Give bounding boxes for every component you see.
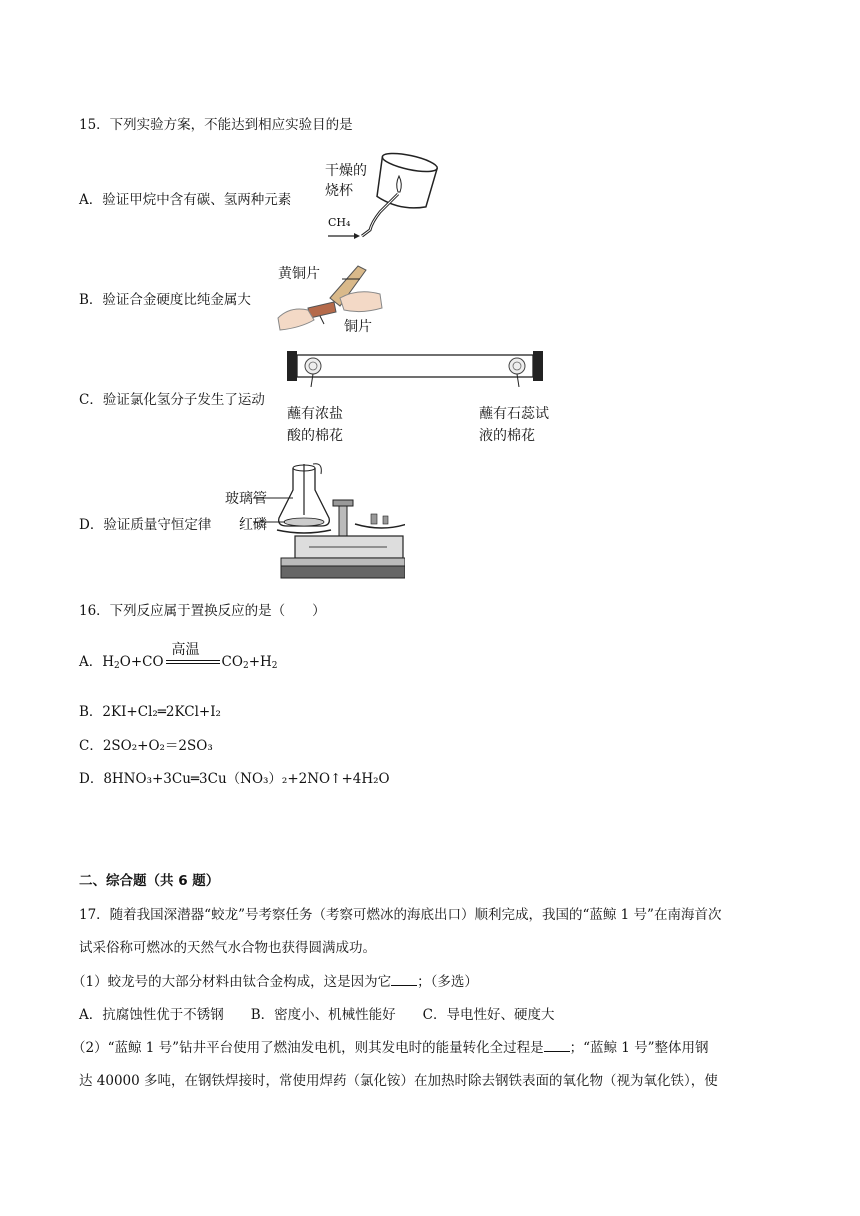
reaction-condition-label: 高温 bbox=[171, 641, 200, 658]
q16-option-c: C．2SO₂+O₂＝2SO₃ bbox=[79, 738, 213, 754]
figure-brass-copper-scratch bbox=[270, 258, 390, 338]
red-phosphorus-label: 红磷 bbox=[239, 517, 267, 533]
methane-gas-label: CH₄ bbox=[328, 216, 351, 229]
copper-plate-label: 铜片 bbox=[344, 319, 372, 335]
hcl-cotton-label-line1: 蘸有浓盐 bbox=[287, 406, 343, 422]
glass-tube-illustration bbox=[285, 347, 545, 387]
q17-sub2-line2: 达 40000 多吨，在钢铁焊接时，常使用焊药（氯化铵）在加热时除去钢铁表面的氧化物（视为氧化铁），使 bbox=[79, 1073, 718, 1089]
q15-option-b: B．验证合金硬度比纯金属大 bbox=[79, 292, 251, 308]
glass-tube-label: 玻璃管 bbox=[225, 491, 267, 507]
q17-sub1-text: （1）蛟龙号的大部分材料由钛合金构成，这是因为它 bbox=[72, 974, 392, 990]
q15-option-d: D．验证质量守恒定律 bbox=[79, 517, 212, 533]
figure-methane-beaker bbox=[310, 150, 450, 245]
q17-sub2-suffix: ；“蓝鲸 1 号”整体用钢 bbox=[569, 1040, 709, 1056]
high-temp-equals-sign bbox=[164, 641, 222, 670]
q16-option-a-prefix: A． bbox=[79, 654, 103, 670]
litmus-cotton-label-line2: 液的棉花 bbox=[479, 428, 535, 444]
q16-option-a: A．$H_2O+CO$ 高温 $CO_2+H_2$ bbox=[79, 650, 278, 671]
hcl-cotton-label-line2: 酸的棉花 bbox=[287, 428, 343, 444]
q15-stem: 15．下列实验方案，不能达到相应实验目的是 bbox=[79, 117, 353, 133]
q17-sub1-suffix: ；（多选） bbox=[417, 974, 478, 990]
answer-blank-2[interactable] bbox=[544, 1039, 570, 1052]
q17-stem-line1: 17．随着我国深潜器“蛟龙”号考察任务（考察可燃冰的海底出口）顺利完成，我国的“蓝鲸 1 号”在南海首次 bbox=[79, 907, 722, 923]
q17-sub2-line1 bbox=[72, 1036, 709, 1056]
beaker-label-line2: 烧杯 bbox=[325, 183, 353, 199]
q17-sub1-options: A．抗腐蚀性优于不锈钢 B．密度小、机械性能好 C．导电性好、硬度大 bbox=[79, 1007, 555, 1023]
q17-sub1 bbox=[72, 970, 478, 990]
q16-option-b: B．2KI+Cl₂═2KCl+I₂ bbox=[79, 704, 221, 720]
beaker-label-line1: 干燥的 bbox=[325, 163, 367, 179]
brass-plate-label: 黄铜片 bbox=[278, 266, 320, 282]
q17-stem-line2: 试采俗称可燃冰的天然气水合物也获得圆满成功。 bbox=[79, 940, 376, 956]
litmus-cotton-label-line1: 蘸有石蕊试 bbox=[479, 406, 549, 422]
section-2-title: 二、综合题（共 6 题） bbox=[79, 873, 220, 889]
answer-blank-1[interactable] bbox=[391, 973, 417, 986]
q15-option-a: A．验证甲烷中含有碳、氢两种元素 bbox=[79, 192, 292, 208]
q15-option-c: C．验证氯化氢分子发生了运动 bbox=[79, 392, 265, 408]
figure-glass-tube-diffusion bbox=[285, 347, 549, 452]
figure-balance-red-phosphorus bbox=[225, 460, 405, 585]
q17-sub2-text: （2）“蓝鲸 1 号”钻井平台使用了燃油发电机，则其发电时的能量转化全过程是 bbox=[72, 1040, 544, 1056]
q16-stem: 16．下列反应属于置换反应的是（ ） bbox=[79, 603, 326, 619]
q16-option-d: D．8HNO₃+3Cu═3Cu（NO₃）₂+2NO↑+4H₂O bbox=[79, 771, 390, 787]
